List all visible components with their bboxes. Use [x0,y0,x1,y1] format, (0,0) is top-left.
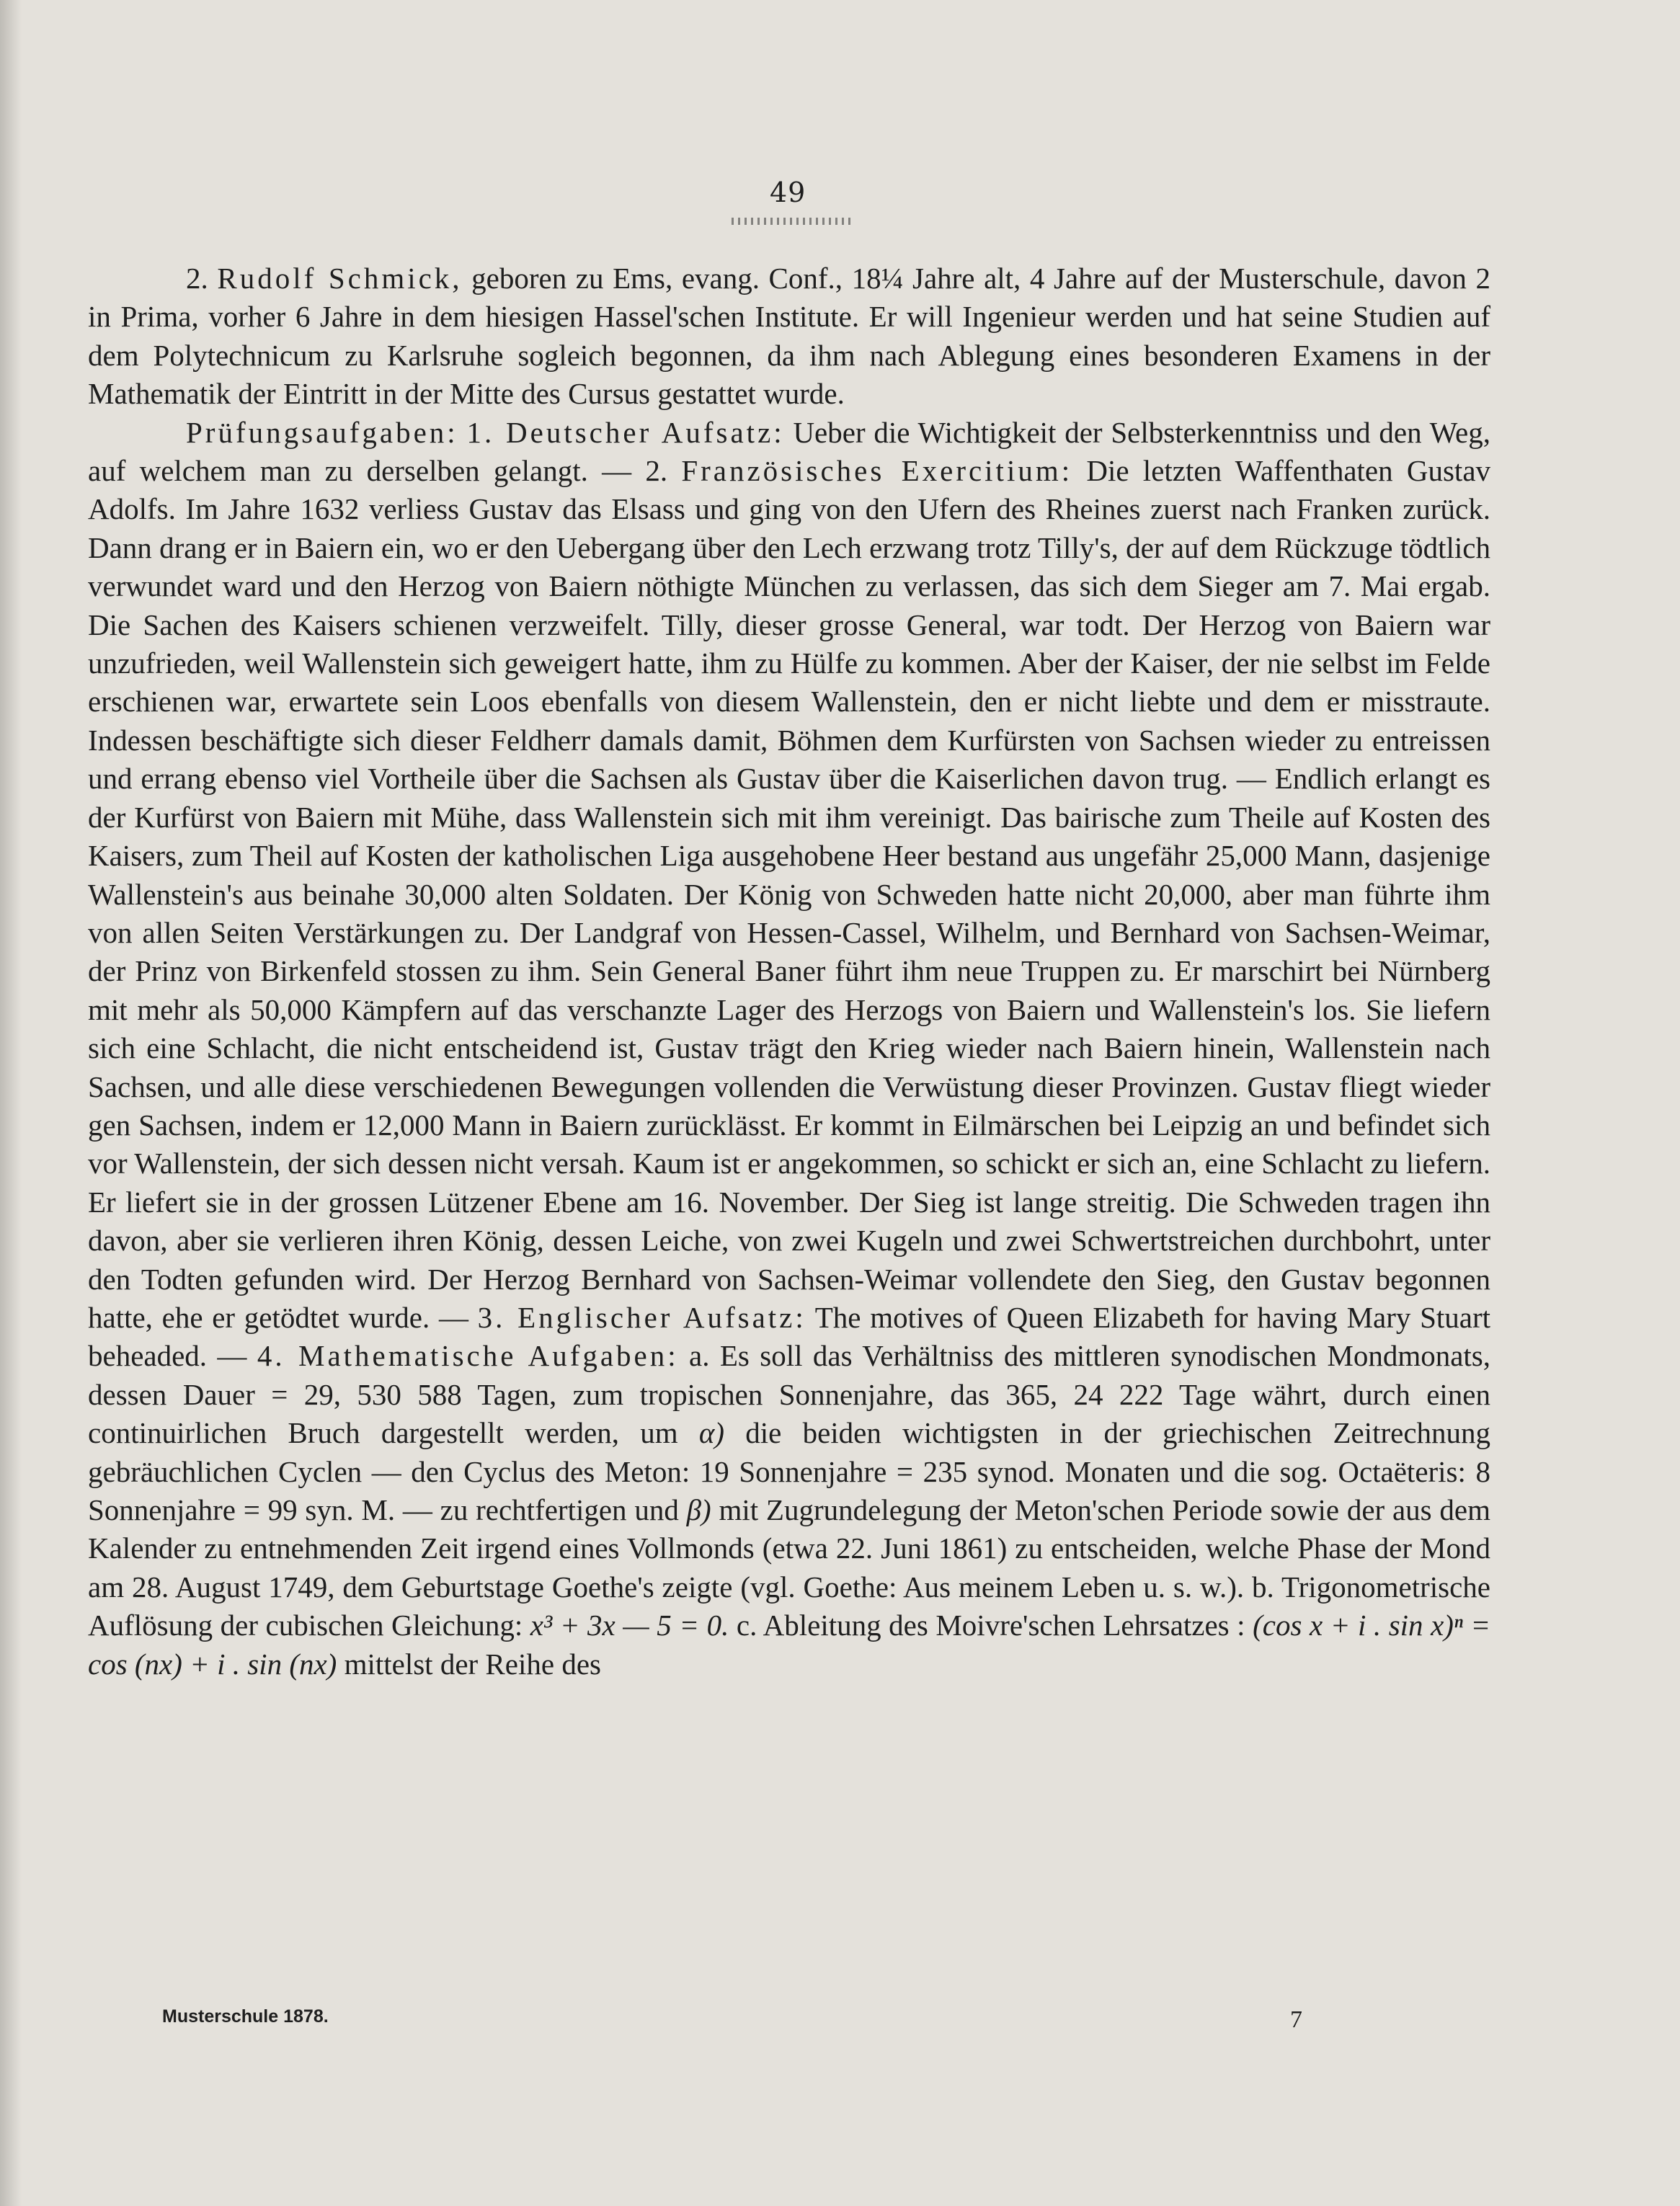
task-math-text-b: die beiden wichtigsten in der griechischen Zeitrechnung gebräuchlichen Cyclen — den Cyclus des Meton: 19 Sonnenjahre = 235 synod. Monaten und die sog. Octaëteris: 8 Sonnenjahre = 99 syn. M. — zu rechtfertigen und [88,1416,1491,1526]
task-math-label: 4. Mathematische Aufgaben: [257,1339,679,1373]
task-math-text-a: a. Es soll das Verhältniss des mittleren synodischen Mondmonats, dessen Dauer = 29, 530 588 Tagen, zum tropischen Sonnenjahre, das 365, 24 222 Tage währt, durch einen continuirlichen Bruch dargestellt werden, um [88,1339,1491,1450]
moivre-equation: (cos x + i . sin x)ⁿ = cos (nx) + i . sin (nx) [88,1609,1491,1681]
student-name: Rudolf Schmick, [217,262,463,295]
task-french-number: 2. [645,454,668,488]
footer-sheet-number: 7 [1290,2006,1302,2033]
task-french-label: Französisches Exercitium: [681,454,1073,488]
text-body [88,259,1490,1684]
paragraph-schmick [88,259,1490,414]
task-german-label: 1. Deutscher Aufsatz: [466,415,785,449]
footer-signature: Musterschule 1878. [162,2006,329,2027]
task-math-text-d: c. Ableitung des Moivre'schen Lehrsatzes : [736,1609,1245,1642]
entry-number: 2. [186,262,208,295]
task-english-text: The motives of Queen Elizabeth for having Mary Stuart beheaded. — [88,1300,1491,1373]
decorative-rule [732,218,854,225]
exam-tasks-label: Prüfungsaufgaben: [186,415,458,449]
math-beta: β) [686,1493,711,1526]
task-math-text-c: mit Zugrundelegung der Meton'schen Periode sowie der aus dem Kalender zu entnehmenden Zeit irgend eines Vollmonds (etwa 22. Juni 1861) zu entscheiden, welche Phase der Mond am 28. August 1749, dem Geburtstage Goethe's zeigte (vgl. Goethe: Aus meinem Leben u. s. w.). b. Trigonometrische Auflösung der cubischen Gleichung: [88,1493,1491,1642]
page-edge-shadow [0,0,22,2206]
math-alpha: α) [698,1416,725,1450]
paragraph-exam-tasks [88,414,1490,1684]
page-number: 49 [770,177,806,208]
cubic-equation: x³ + 3x — 5 = 0. [530,1609,729,1642]
task-english-label: 3. Englischer Aufsatz: [477,1300,806,1334]
student-bio: geboren zu Ems, evang. Conf., 18¼ Jahre alt, 4 Jahre auf der Musterschule, davon 2 in Prima, vorher 6 Jahre in dem hiesigen Hassel'schen Institute. Er will Ingenieur werden und hat seine Studien auf dem Polytechnicum zu Karlsruhe sogleich begonnen, da ihm nach Ablegung eines besonderen Examens in der Mathematik der Eintritt in der Mitte des Cursus gestattet wurde. [88,262,1490,411]
task-french-text: Die letzten Waffenthaten Gustav Adolfs. Im Jahre 1632 verliess Gustav das Elsass und ging von den Ufern des Rheines zuerst nach Franken zurück. Dann drang er in Baiern ein, wo er den Uebergang über den Lech erzwang trotz Tilly's, der auf dem Rückzuge tödtlich verwundet ward und den Herzog von Baiern nöthigte München zu verlassen, das sich dem Sieger am 7. Mai ergab. Die Sachen des Kaisers schienen verzweifelt. Tilly, dieser grosse General, war todt. Der Herzog von Baiern war unzufrieden, weil Wallenstein sich geweigert hatte, ihm zu Hülfe zu kommen. Aber der Kaiser, der nie selbst im Felde erschienen war, erwartete sein Loos ebenfalls von diesem Wallenstein, den er nicht liebte und dem er misstraute. Indessen beschäftigte sich dieser Feldherr damals damit, Böhmen dem Kurfürsten von Sachsen wieder zu entreissen und errang ebenso viel Vortheile über die Sachsen als Gustav über die Kaiserlichen davon trug. — Endlich erlangt es der Kurfürst von Baiern mit Mühe, dass Wallenstein sich mit ihm vereinigt. Das bairische zum Theile auf Kosten des Kaisers, zum Theil auf Kosten der katholischen Liga ausgehobene Heer bestand aus ungefähr 25,000 Mann, dasjenige Wallenstein's aus beinahe 30,000 alten Soldaten. Der König von Schweden hatte nicht 20,000, aber man führte ihm von allen Seiten Verstärkungen zu. Der Landgraf von Hessen-Cassel, Wilhelm, und Bernhard von Sachsen-Weimar, der Prinz von Birkenfeld stossen zu ihm. Sein General Baner führt ihm neue Truppen zu. Er marschirt bei Nürnberg mit mehr als 50,000 Kämpfern auf das verschanzte Lager des Herzogs von Baiern und Wallenstein's los. Sie liefern sich eine Schlacht, die nicht entscheidend ist, Gustav trägt den Krieg wieder nach Baiern hinein, Wallenstein nach Sachsen, und alle diese verschiedenen Bewegungen vollenden die Verwüstung dieser Provinzen. Gustav fliegt wieder gen Sachsen, indem er 12,000 Mann in Baiern zurücklässt. Er kommt in Eilmärschen bei Leipzig an und befindet sich vor Wallenstein, der sich dessen nicht versah. Kaum ist er angekommen, so schickt er sich an, eine Schlacht zu liefern. Er liefert sie in der grossen Lützener Ebene am 16. November. Der Sieg ist lange streitig. Die Schweden tragen ihn davon, aber sie verlieren ihren König, dessen Leiche, von zwei Kugeln und zwei Schwertstreichen durchbohrt, unter den Todten gefunden wird. Der Herzog Bernhard von Sachsen-Weimar vollendete den Sieg, den Gustav begonnen hatte, ehe er getödtet wurde. — [88,454,1491,1334]
task-math-text-e: mittelst der Reihe des [344,1647,601,1681]
task-german-text: Ueber die Wichtigkeit der Selbsterkenntniss und den Weg, auf welchem man zu derselben gelangt. — [88,415,1491,488]
